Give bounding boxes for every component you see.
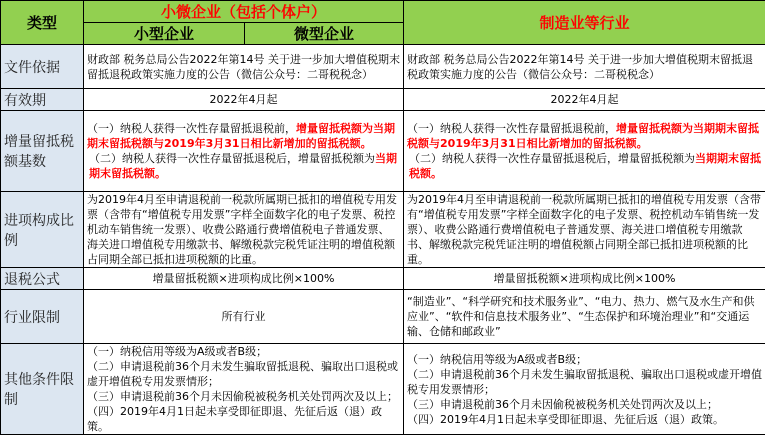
header-row-1 [1, 1, 765, 23]
small-micro-header: 小微企业（包括个体户） [84, 1, 404, 23]
base-small-p1-highlight: 增量留抵税额为当期期末留抵税额与2019年3月31日相比新增加的留抵税额。 [87, 122, 395, 150]
base-manufacturing [404, 111, 765, 192]
other-label: 其他条件限制 [1, 344, 84, 435]
basis-small: 财政部 税务总局公告2022年第14号 关于进一步加大增值税期末留抵退税政策实施力度的公告（微信公众号：二哥税税念） [84, 45, 404, 89]
other-manu-item: （四）2019年4月1日起未享受即征即退、先征后返（退）政策。 [407, 412, 762, 427]
base-label: 增量留抵税额基数 [1, 111, 84, 192]
base-manu-p2-highlight: 当期期末留抵税额。 [409, 152, 761, 180]
ratio-manufacturing: 为2019年4月至申请退税前一税款所属期已抵扣的增值税专用发票（含带有“增值税专用发票”字样全面数字化的电子发票、税控机动车销售统一发票）、收费公路通行费增值税电子普通发票、海关进口增值税专用缴款书、解缴税款完税凭证注明的增值税额占同期全部已抵扣进项税额的比重。 [404, 192, 765, 268]
row-formula [1, 268, 765, 290]
base-manu-para-1 [407, 121, 762, 151]
industry-label: 行业限制 [1, 290, 84, 344]
other-manu-item: （三）申请退税前36个月未因偷税被税务机关处罚两次及以上； [407, 397, 762, 412]
row-validity [1, 89, 765, 111]
basis-manufacturing: 财政部 税务总局公告2022年第14号 关于进一步加大增值税期末留抵退税政策实施力度的公告（微信公众号：二哥税税念） [404, 45, 765, 89]
other-manu-item: （二）申请退税前36个月未发生骗取留抵退税、骗取出口退税或虚开增值税专用发票情形； [407, 367, 762, 397]
manufacturing-header: 制造业等行业 [404, 1, 765, 45]
base-small-para-1 [87, 121, 400, 151]
base-manu-para-2 [407, 151, 762, 181]
industry-small: 所有行业 [84, 290, 404, 344]
industry-manufacturing: “制造业”、“科学研究和技术服务业”、“电力、热力、燃气及水生产和供应业”、“软件和信息技术服务业”、“生态保护和环境治理业”和“交通运输、仓储和邮政业” [404, 290, 765, 344]
other-manufacturing [404, 344, 765, 435]
row-other [1, 344, 765, 435]
row-base [1, 111, 765, 192]
base-small-p2-text: （二）纳税人获得一次性存量留抵退税后，增量留抵税额为 [89, 152, 375, 165]
row-basis [1, 45, 765, 89]
base-manu-p1-text: （一）纳税人获得一次性存量留抵退税前， [407, 122, 616, 135]
row-ratio [1, 192, 765, 268]
other-manu-item: （一）纳税信用等级为A级或者B级； [407, 352, 762, 367]
small-enterprise-header: 小型企业 [84, 23, 245, 45]
formula-small: 增量留抵税额×进项构成比例×100% [84, 268, 404, 290]
basis-label: 文件依据 [1, 45, 84, 89]
ratio-label: 进项构成比例 [1, 192, 84, 268]
base-small [84, 111, 404, 192]
row-industry [1, 290, 765, 344]
formula-manufacturing: 增量留抵税额×进项构成比例×100% [404, 268, 765, 290]
base-small-para-2 [87, 151, 400, 181]
other-small-item: （三）申请退税前36个月未因偷税被税务机关处罚两次及以上； [87, 389, 400, 404]
ratio-small: 为2019年4月至申请退税前一税款所属期已抵扣的增值税专用发票（含带有“增值税专用发票”字样全面数字化的电子发票、税控机动车销售统一发票）、收费公路通行费增值税电子普通发票、海关进口增值税专用缴款书、解缴税款完税凭证注明的增值税额占同期全部已抵扣进项税额的比重。 [84, 192, 404, 268]
formula-label: 退税公式 [1, 268, 84, 290]
validity-small: 2022年4月起 [84, 89, 404, 111]
validity-label: 有效期 [1, 89, 84, 111]
base-small-p2-highlight: 当期期末留抵税额。 [89, 152, 397, 180]
other-small-item: （二）申请退税前36个月未发生骗取留抵退税、骗取出口退税或虚开增值税专用发票情形； [87, 359, 400, 389]
type-header: 类型 [1, 1, 84, 45]
other-small [84, 344, 404, 435]
base-small-p1-text: （一）纳税人获得一次性存量留抵退税前， [87, 122, 296, 135]
micro-enterprise-header: 微型企业 [245, 23, 404, 45]
validity-manufacturing: 2022年4月起 [404, 89, 765, 111]
other-small-item: （四）2019年4月1日起未享受即征即退、先征后返（退）政策。 [87, 404, 400, 434]
base-manu-p2-text: （二）纳税人获得一次性存量留抵退税后，增量留抵税额为 [409, 152, 695, 165]
base-manu-p1-highlight: 增量留抵税额为当期期末留抵税额与2019年3月31日相比新增加的留抵税额。 [407, 122, 759, 150]
other-small-item: （一）纳税信用等级为A级或者B级； [87, 344, 400, 359]
